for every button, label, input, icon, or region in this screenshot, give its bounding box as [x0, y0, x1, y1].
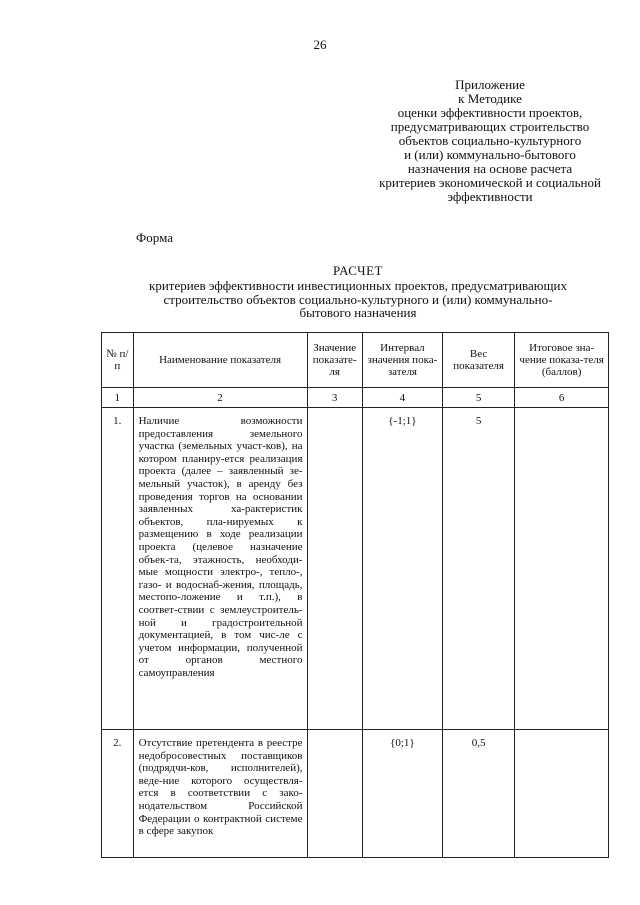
row-number: 1. — [102, 408, 134, 730]
appendix-header — [340, 78, 640, 204]
header-num: № п/п — [102, 333, 134, 388]
appendix-line: предусматривающих строительство — [390, 119, 590, 134]
row-value — [307, 408, 362, 730]
criteria-table — [101, 332, 609, 858]
row-indicator-name: Отсутствие претендента в реестре недобросовестных поставщиков (подрядчи-ков, исполнителей), веде-ние которого осуществля-ется в соответствии с зако-нодательством Российской Федерации о контрактной системе в сфере закупок — [133, 730, 307, 858]
column-number-row — [102, 388, 609, 408]
row-value — [307, 730, 362, 858]
column-number: 3 — [307, 388, 362, 408]
column-number: 2 — [133, 388, 307, 408]
document-title: РАСЧЕТ — [333, 263, 383, 278]
appendix-line: к Методике — [458, 91, 522, 106]
header-value: Значение показате-ля — [307, 333, 362, 388]
row-weight: 5 — [442, 408, 514, 730]
column-number: 1 — [102, 388, 134, 408]
column-number: 6 — [515, 388, 609, 408]
header-interval: Интервал значения пока-зателя — [362, 333, 442, 388]
row-interval: {-1;1} — [362, 408, 442, 730]
document-subtitle — [100, 279, 616, 320]
header-name: Наименование показателя — [133, 333, 307, 388]
row-total — [515, 408, 609, 730]
row-indicator-name: Наличие возможности предоставления земельного участка (земельных участ-ков), на котором планиру-ется реализация проекта (далее – заявленный зе-мельный участок), в аренду без проведения торгов на основании заявленных ха-рактеристик объектов, пла-нируемых к размещению в ходе реализации проекта (целевое назначение объек-та, этажность, необходи-мые мощности электро-, тепло-, газо- и водоснаб-жения, площадь, местопо-ложение и т.п.), в соответ-ствии с землеустроитель-ной и градостроительной документацией, в том чис-ле с учетом информации, полученной от органов местного самоуправления — [133, 408, 307, 730]
row-number: 2. — [102, 730, 134, 858]
appendix-line: эффективности — [447, 189, 533, 204]
appendix-line: Приложение — [455, 77, 525, 92]
appendix-line: и (или) коммунально-бытового — [404, 147, 576, 162]
appendix-line: объектов социально-культурного — [398, 133, 582, 148]
row-weight: 0,5 — [442, 730, 514, 858]
subtitle-line: строительство объектов социально-культурного и (или) коммунально- — [163, 291, 553, 307]
header-total: Итоговое зна-чение показа-теля (баллов) — [515, 333, 609, 388]
appendix-line: оценки эффективности проектов, — [397, 105, 583, 120]
page-number: 26 — [313, 37, 327, 52]
subtitle-line: критериев эффективности инвестиционных проектов, предусматривающих — [149, 278, 567, 293]
table-row — [102, 730, 609, 858]
subtitle-line: бытового назначения — [299, 305, 417, 320]
table-row — [102, 408, 609, 730]
table-header-row — [102, 333, 609, 388]
row-interval: {0;1} — [362, 730, 442, 858]
column-number: 5 — [442, 388, 514, 408]
column-number: 4 — [362, 388, 442, 408]
appendix-line: назначения на основе расчета — [407, 161, 573, 176]
row-total — [515, 730, 609, 858]
form-label: Форма — [136, 230, 173, 245]
header-weight: Вес показателя — [442, 333, 514, 388]
appendix-line: критериев экономической и социальной — [379, 175, 601, 190]
